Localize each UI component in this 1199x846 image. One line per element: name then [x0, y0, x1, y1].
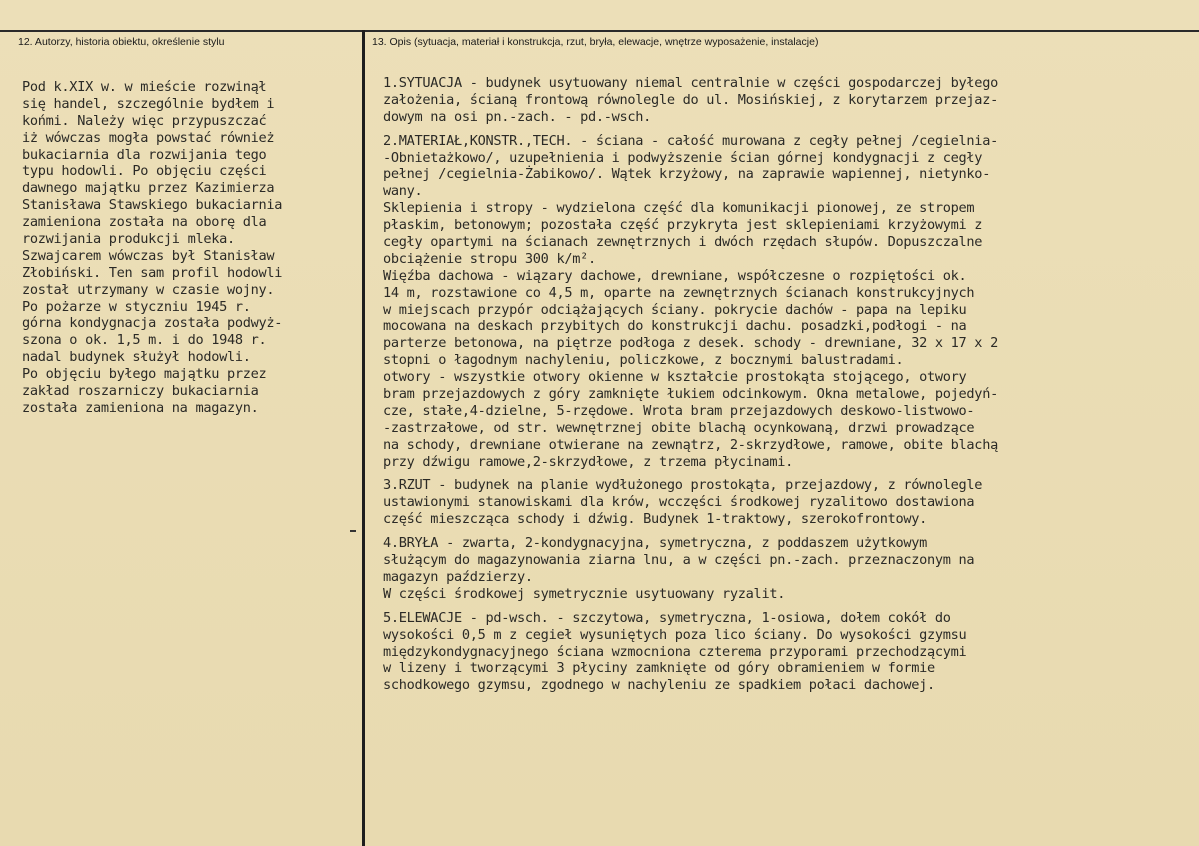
history-line: iż wówczas mogła powstać również: [22, 129, 275, 146]
description-line: ustawionymi stanowiskami dla krów, wcczęści środkowej ryzalitowo dostawiona: [383, 494, 975, 511]
history-line: typu hodowli. Po objęciu części: [22, 163, 267, 180]
margin-tick-mark: [350, 530, 356, 532]
description-line: -zastrzałowe, od str. wewnętrznej obite blachą ocynkowaną, drzwi prowadzące: [383, 419, 975, 436]
description-line: międzykondygnacyjnego ściana wzmocniona czterema przyporami przechodzącymi: [383, 643, 967, 660]
section-13-heading: 13. Opis (sytuacja, materiał i konstrukcja, rzut, bryła, elewacje, wnętrze wyposażenie, instalacje): [372, 36, 819, 48]
history-line: Złobiński. Ten sam profil hodowli: [22, 264, 283, 281]
paragraph-gap: [383, 603, 998, 610]
description-line: przy dźwigu ramowe,2-skrzydłowe, z trzema płycinami.: [383, 453, 793, 470]
description-line: wany.: [383, 183, 423, 200]
description-line: cze, stałe,4-dzielne, 5-rzędowe. Wrota bram przejazdowych deskowo-listwowo-: [383, 402, 975, 419]
description-line: 4.BRYŁA - zwarta, 2-kondygnacyjna, symetryczna, z poddaszem użytkowym: [383, 535, 928, 552]
history-line: zakład roszarniczy bukaciarnia: [22, 383, 259, 400]
description-line: magazyn paździerzy.: [383, 568, 533, 585]
history-line: dawnego majątku przez Kazimierza: [22, 180, 275, 197]
description-line: stopni o łagodnym nachyleniu, policzkowe, z bocznymi balustradami.: [383, 352, 904, 369]
section-12-heading: 12. Autorzy, historia obiektu, określenie stylu: [18, 36, 225, 48]
history-line: rozwijania produkcji mleka.: [22, 231, 235, 248]
description-line: 2.MATERIAŁ,KONSTR.,TECH. - ściana - całość murowana z cegły pełnej /cegielnia-: [383, 132, 998, 149]
history-line: Stanisława Stawskiego bukaciarnia: [22, 197, 283, 214]
description-paragraph: [383, 75, 998, 126]
history-line: się handel, szczególnie bydłem i: [22, 95, 275, 112]
history-line: Po pożarze w styczniu 1945 r.: [22, 298, 251, 315]
history-line: Szwajcarem wówczas był Stanisław: [22, 247, 275, 264]
description-line: pełnej /cegielnia-Żabikowo/. Wątek krzyżowy, na zaprawie wapiennej, nietynko-: [383, 166, 991, 183]
description-line: bram przejazdowych z góry zamknięte łukiem odcinkowym. Okna metalowe, pojedyń-: [383, 386, 998, 403]
description-paragraph: [383, 535, 998, 603]
history-line: szona o ok. 1,5 m. i do 1948 r.: [22, 332, 267, 349]
history-line: zamieniona została na oborę dla: [22, 214, 267, 231]
description-line: dowym na osi pn.-zach. - pd.-wsch.: [383, 108, 652, 125]
column-divider: [362, 30, 365, 846]
history-line: Pod k.XIX w. w mieście rozwinął: [22, 79, 267, 95]
description-line: służącym do magazynowania ziarna lnu, a w części pn.-zach. przeznaczonym na: [383, 552, 975, 569]
description-line: Sklepienia i stropy - wydzielona część dla komunikacji pionowej, ze stropem: [383, 200, 975, 217]
description-line: w lizeny i tworzącymi 3 płyciny zamknięte od góry obramieniem w formie: [383, 660, 935, 677]
description-line: 1.SYTUACJA - budynek usytuowany niemal centralnie w części gospodarczej byłego: [383, 75, 998, 91]
description-paragraph: [383, 477, 998, 528]
description-text: [383, 75, 998, 694]
description-line: 5.ELEWACJE - pd-wsch. - szczytowa, symetryczna, 1-osiowa, dołem cokół do: [383, 609, 951, 626]
history-text: [22, 79, 282, 417]
description-paragraph: [383, 610, 998, 694]
history-line: został utrzymany w czasie wojny.: [22, 281, 275, 298]
paragraph-gap: [383, 528, 998, 535]
description-paragraph: [383, 133, 998, 471]
description-line: wysokości 0,5 m z cegieł wysuniętych poza lico ściany. Do wysokości gzymsu: [383, 626, 967, 643]
paragraph-gap: [383, 126, 998, 133]
history-line: nadal budynek służył hodowli.: [22, 349, 251, 366]
history-line: górna kondygnacja została podwyż-: [22, 315, 283, 332]
description-line: cegły opartymi na ścianach zewnętrznych i dwóch rzędach słupów. Dopuszczalne: [383, 234, 983, 251]
description-line: założenia, ścianą frontową równolegle do ul. Mosińskiej, z korytarzem przejaz-: [383, 91, 998, 108]
history-line: końmi. Należy więc przypuszczać: [22, 112, 267, 129]
description-line: 14 m, rozstawione co 4,5 m, oparte na zewnętrznych ścianach konstrukcyjnych: [383, 284, 975, 301]
description-line: parterze betonowa, na piętrze podłoga z desek. schody - drewniane, 32 x 17 x 2: [383, 335, 998, 352]
description-line: mocowana na deskach przybitych do konstrukcji dachu. posadzki,podłogi - na: [383, 318, 967, 335]
description-line: płaskim, betonowym; pozostała część przykryta jest sklepieniami krzyżowymi z: [383, 217, 983, 234]
description-line: część mieszcząca schody i dźwig. Budynek 1-traktowy, szerokofrontowy.: [383, 511, 928, 528]
description-line: Więźba dachowa - wiązary dachowe, drewniane, współczesne o rozpiętości ok.: [383, 267, 967, 284]
paragraph-gap: [383, 470, 998, 477]
description-line: 3.RZUT - budynek na planie wydłużonego prostokąta, przejazdowy, z równolegle: [383, 477, 983, 494]
history-line: bukaciarnia dla rozwijania tego: [22, 146, 267, 163]
description-line: na schody, drewniane otwierane na zewnątrz, 2-skrzydłowe, ramowe, obite blachą: [383, 436, 998, 453]
description-line: W części środkowej symetrycznie usytuowany ryzalit.: [383, 585, 786, 602]
description-line: obciążenie stropu 300 k/m².: [383, 250, 596, 267]
description-line: w miejscach przypór odciążających ściany. pokrycie dachów - papa na lepiku: [383, 301, 967, 318]
history-line: Po objęciu byłego majątku przez: [22, 366, 267, 383]
header-divider: [0, 30, 1199, 32]
description-line: otwory - wszystkie otwory okienne w kształcie prostokąta stojącego, otwory: [383, 369, 967, 386]
description-line: schodkowego gzymsu, zgodnego w nachyleniu ze spadkiem połaci dachowej.: [383, 677, 935, 694]
description-line: -Obnietażkowo/, uzupełnienia i podwyższenie ścian górnej kondygnacji z cegły: [383, 149, 983, 166]
history-line: została zamieniona na magazyn.: [22, 399, 259, 416]
